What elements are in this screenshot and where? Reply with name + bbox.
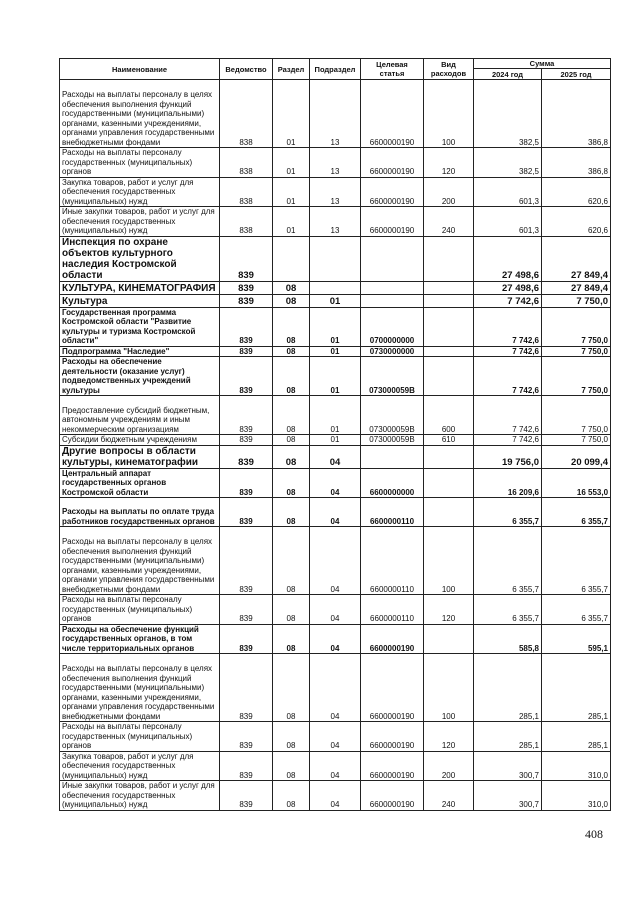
- table-row: [60, 148, 611, 178]
- cell-section: 08: [273, 396, 310, 435]
- cell-target-item: 0730000000: [361, 346, 424, 357]
- cell-sum-2025: 6 355,7: [542, 595, 611, 625]
- header-subsection: Подраздел: [310, 59, 361, 80]
- cell-department: 839: [220, 435, 273, 446]
- cell-expense-type: 100: [424, 654, 474, 722]
- cell-sum-2024: 6 355,7: [474, 527, 542, 595]
- cell-section: 08: [273, 527, 310, 595]
- cell-sum-2024: 7 742,6: [474, 346, 542, 357]
- cell-subsection: 01: [310, 357, 361, 396]
- table-row: [60, 435, 611, 446]
- cell-expense-type: 200: [424, 177, 474, 207]
- cell-department: 839: [220, 294, 273, 307]
- cell-sum-2025: 7 750,0: [542, 435, 611, 446]
- cell-target-item: 6600000190: [361, 207, 424, 237]
- cell-section: 08: [273, 281, 310, 294]
- cell-section: 08: [273, 445, 310, 468]
- cell-department: 838: [220, 80, 273, 148]
- table-row: [60, 357, 611, 396]
- cell-subsection: 01: [310, 396, 361, 435]
- cell-sum-2025: 310,0: [542, 781, 611, 811]
- cell-subsection: 04: [310, 781, 361, 811]
- cell-section: 01: [273, 148, 310, 178]
- cell-subsection: 01: [310, 435, 361, 446]
- cell-target-item: 6600000190: [361, 751, 424, 781]
- cell-department: 839: [220, 595, 273, 625]
- cell-department: 838: [220, 207, 273, 237]
- table-row: [60, 624, 611, 654]
- cell-name: Культура: [60, 294, 220, 307]
- cell-sum-2025: 7 750,0: [542, 396, 611, 435]
- cell-target-item: 6600000190: [361, 177, 424, 207]
- table-row: [60, 80, 611, 148]
- cell-sum-2024: 7 742,6: [474, 396, 542, 435]
- cell-expense-type: [424, 236, 474, 281]
- cell-subsection: 13: [310, 80, 361, 148]
- table-row: [60, 445, 611, 468]
- cell-section: 08: [273, 294, 310, 307]
- cell-name: Расходы на выплаты персоналу в целях обеспечения выполнения функций государственными (муниципальными) органами, казенными учреждениями, органами управления государственными внебюджетными фондами: [60, 527, 220, 595]
- cell-target-item: [361, 445, 424, 468]
- cell-department: 839: [220, 307, 273, 346]
- cell-section: 08: [273, 722, 310, 752]
- cell-section: 01: [273, 80, 310, 148]
- cell-section: 08: [273, 654, 310, 722]
- table-row: [60, 307, 611, 346]
- cell-sum-2024: 601,3: [474, 177, 542, 207]
- cell-department: 839: [220, 751, 273, 781]
- cell-sum-2025: 7 750,0: [542, 294, 611, 307]
- cell-sum-2024: 19 756,0: [474, 445, 542, 468]
- cell-department: 839: [220, 357, 273, 396]
- cell-target-item: 073000059В: [361, 396, 424, 435]
- cell-sum-2025: 620,6: [542, 207, 611, 237]
- cell-target-item: 6600000110: [361, 595, 424, 625]
- cell-sum-2025: 20 099,4: [542, 445, 611, 468]
- header-sum: Сумма: [474, 59, 611, 69]
- table-row: [60, 595, 611, 625]
- table-row: [60, 207, 611, 237]
- cell-expense-type: 600: [424, 396, 474, 435]
- cell-subsection: [310, 236, 361, 281]
- cell-name: Другие вопросы в области культуры, кинематографии: [60, 445, 220, 468]
- cell-subsection: 13: [310, 148, 361, 178]
- cell-subsection: 04: [310, 624, 361, 654]
- cell-department: 839: [220, 527, 273, 595]
- cell-expense-type: [424, 307, 474, 346]
- cell-expense-type: [424, 357, 474, 396]
- cell-department: 839: [220, 654, 273, 722]
- cell-sum-2024: 601,3: [474, 207, 542, 237]
- cell-section: 08: [273, 595, 310, 625]
- cell-expense-type: 120: [424, 595, 474, 625]
- cell-department: 839: [220, 498, 273, 527]
- cell-name: Расходы на обеспечение функций государственных органов, в том числе территориальных органов: [60, 624, 220, 654]
- cell-sum-2025: 7 750,0: [542, 357, 611, 396]
- cell-section: 08: [273, 498, 310, 527]
- cell-department: 839: [220, 722, 273, 752]
- cell-subsection: [310, 281, 361, 294]
- cell-name: Расходы на выплаты персоналу в целях обеспечения выполнения функций государственными (муниципальными) органами, казенными учреждениями, органами управления государственными внебюджетными фондами: [60, 654, 220, 722]
- cell-section: [273, 236, 310, 281]
- cell-name: Расходы на выплаты по оплате труда работников государственных органов: [60, 498, 220, 527]
- cell-subsection: 13: [310, 177, 361, 207]
- budget-table: [59, 58, 611, 811]
- cell-sum-2024: 7 742,6: [474, 294, 542, 307]
- cell-section: 08: [273, 751, 310, 781]
- cell-expense-type: [424, 294, 474, 307]
- table-row: [60, 177, 611, 207]
- cell-name: Закупка товаров, работ и услуг для обеспечения государственных (муниципальных) нужд: [60, 177, 220, 207]
- cell-sum-2025: 285,1: [542, 722, 611, 752]
- table-row: [60, 236, 611, 281]
- cell-expense-type: 100: [424, 527, 474, 595]
- table-row: [60, 751, 611, 781]
- cell-sum-2024: 300,7: [474, 751, 542, 781]
- cell-expense-type: 100: [424, 80, 474, 148]
- cell-expense-type: 240: [424, 207, 474, 237]
- cell-subsection: 13: [310, 207, 361, 237]
- cell-sum-2024: 7 742,6: [474, 307, 542, 346]
- cell-expense-type: 610: [424, 435, 474, 446]
- cell-section: 08: [273, 435, 310, 446]
- cell-target-item: 6600000110: [361, 498, 424, 527]
- cell-name: Предоставление субсидий бюджетным, автономным учреждениям и иным некоммерческим организациям: [60, 396, 220, 435]
- table-row: [60, 722, 611, 752]
- cell-department: 839: [220, 346, 273, 357]
- cell-expense-type: 240: [424, 781, 474, 811]
- cell-target-item: [361, 294, 424, 307]
- cell-name: Государственная программа Костромской области "Развитие культуры и туризма Костромской области": [60, 307, 220, 346]
- cell-target-item: 6600000190: [361, 148, 424, 178]
- cell-section: 08: [273, 357, 310, 396]
- cell-name: Субсидии бюджетным учреждениям: [60, 435, 220, 446]
- cell-expense-type: [424, 468, 474, 498]
- cell-sum-2025: 7 750,0: [542, 346, 611, 357]
- table-body: [60, 80, 611, 811]
- cell-section: 08: [273, 307, 310, 346]
- cell-target-item: 0700000000: [361, 307, 424, 346]
- cell-target-item: 6600000190: [361, 722, 424, 752]
- cell-department: 838: [220, 148, 273, 178]
- cell-subsection: 04: [310, 468, 361, 498]
- cell-name: Иные закупки товаров, работ и услуг для обеспечения государственных (муниципальных) нужд: [60, 781, 220, 811]
- cell-sum-2024: 382,5: [474, 80, 542, 148]
- cell-expense-type: 120: [424, 722, 474, 752]
- cell-subsection: 04: [310, 751, 361, 781]
- cell-sum-2024: 6 355,7: [474, 498, 542, 527]
- table-row: [60, 498, 611, 527]
- header-target-item: Целевая статья: [361, 59, 424, 80]
- cell-department: 839: [220, 281, 273, 294]
- cell-sum-2024: 300,7: [474, 781, 542, 811]
- cell-target-item: [361, 236, 424, 281]
- cell-subsection: 01: [310, 294, 361, 307]
- cell-sum-2025: 6 355,7: [542, 527, 611, 595]
- cell-department: 839: [220, 624, 273, 654]
- cell-name: Расходы на выплаты персоналу в целях обеспечения выполнения функций государственными (муниципальными) органами, казенными учреждениями, органами управления государственными внебюджетными фондами: [60, 80, 220, 148]
- cell-expense-type: [424, 498, 474, 527]
- cell-expense-type: 120: [424, 148, 474, 178]
- cell-department: 839: [220, 236, 273, 281]
- cell-target-item: 6600000190: [361, 654, 424, 722]
- cell-sum-2025: 27 849,4: [542, 281, 611, 294]
- table-row: [60, 346, 611, 357]
- cell-sum-2024: 7 742,6: [474, 435, 542, 446]
- cell-sum-2024: 27 498,6: [474, 236, 542, 281]
- cell-sum-2025: 386,8: [542, 80, 611, 148]
- cell-sum-2025: 6 355,7: [542, 498, 611, 527]
- header-year-2025: 2025 год: [542, 69, 611, 80]
- cell-department: 839: [220, 468, 273, 498]
- cell-name: Расходы на обеспечение деятельности (оказание услуг) подведомственных учреждений культуры: [60, 357, 220, 396]
- table-row: [60, 781, 611, 811]
- cell-target-item: 6600000190: [361, 781, 424, 811]
- cell-target-item: 073000059В: [361, 357, 424, 396]
- header-section: Раздел: [273, 59, 310, 80]
- cell-name: Центральный аппарат государственных органов Костромской области: [60, 468, 220, 498]
- cell-target-item: 6600000110: [361, 527, 424, 595]
- cell-sum-2024: 6 355,7: [474, 595, 542, 625]
- cell-expense-type: [424, 346, 474, 357]
- cell-name: Расходы на выплаты персоналу государственных (муниципальных) органов: [60, 148, 220, 178]
- table-row: [60, 527, 611, 595]
- cell-department: 839: [220, 445, 273, 468]
- table-row: [60, 654, 611, 722]
- cell-name: Расходы на выплаты персоналу государственных (муниципальных) органов: [60, 722, 220, 752]
- table-row: [60, 396, 611, 435]
- cell-expense-type: [424, 281, 474, 294]
- table-row: [60, 468, 611, 498]
- cell-sum-2024: 7 742,6: [474, 357, 542, 396]
- cell-subsection: 04: [310, 654, 361, 722]
- cell-subsection: 04: [310, 595, 361, 625]
- cell-name: КУЛЬТУРА, КИНЕМАТОГРАФИЯ: [60, 281, 220, 294]
- page-number: 408: [585, 827, 603, 841]
- cell-subsection: 04: [310, 498, 361, 527]
- cell-department: 838: [220, 177, 273, 207]
- cell-expense-type: [424, 445, 474, 468]
- cell-name: Иные закупки товаров, работ и услуг для обеспечения государственных (муниципальных) нужд: [60, 207, 220, 237]
- cell-name: Подпрограмма "Наследие": [60, 346, 220, 357]
- cell-expense-type: [424, 624, 474, 654]
- header-expense-type: Вид расходов: [424, 59, 474, 80]
- cell-section: 01: [273, 207, 310, 237]
- cell-name: Инспекция по охране объектов культурного наследия Костромской области: [60, 236, 220, 281]
- cell-subsection: 01: [310, 307, 361, 346]
- cell-sum-2024: 285,1: [474, 722, 542, 752]
- cell-sum-2025: 16 553,0: [542, 468, 611, 498]
- cell-sum-2024: 285,1: [474, 654, 542, 722]
- table-row: [60, 281, 611, 294]
- cell-name: Закупка товаров, работ и услуг для обеспечения государственных (муниципальных) нужд: [60, 751, 220, 781]
- cell-department: 839: [220, 781, 273, 811]
- header-name: Наименование: [60, 59, 220, 80]
- cell-section: 08: [273, 781, 310, 811]
- cell-section: 01: [273, 177, 310, 207]
- cell-section: 08: [273, 468, 310, 498]
- cell-section: 08: [273, 346, 310, 357]
- cell-target-item: [361, 281, 424, 294]
- cell-department: 839: [220, 396, 273, 435]
- cell-sum-2024: 16 209,6: [474, 468, 542, 498]
- cell-sum-2025: 386,8: [542, 148, 611, 178]
- cell-target-item: 6600000000: [361, 468, 424, 498]
- cell-sum-2025: 27 849,4: [542, 236, 611, 281]
- cell-subsection: 04: [310, 722, 361, 752]
- cell-name: Расходы на выплаты персоналу государственных (муниципальных) органов: [60, 595, 220, 625]
- header-department: Ведомство: [220, 59, 273, 80]
- cell-target-item: 6600000190: [361, 624, 424, 654]
- cell-expense-type: 200: [424, 751, 474, 781]
- cell-sum-2025: 595,1: [542, 624, 611, 654]
- cell-subsection: 04: [310, 527, 361, 595]
- cell-sum-2024: 585,8: [474, 624, 542, 654]
- cell-subsection: 04: [310, 445, 361, 468]
- cell-section: 08: [273, 624, 310, 654]
- cell-subsection: 01: [310, 346, 361, 357]
- cell-target-item: 073000059В: [361, 435, 424, 446]
- cell-sum-2024: 382,5: [474, 148, 542, 178]
- cell-sum-2025: 7 750,0: [542, 307, 611, 346]
- cell-target-item: 6600000190: [361, 80, 424, 148]
- cell-sum-2025: 620,6: [542, 177, 611, 207]
- cell-sum-2025: 285,1: [542, 654, 611, 722]
- cell-sum-2025: 310,0: [542, 751, 611, 781]
- table-row: [60, 294, 611, 307]
- header-year-2024: 2024 год: [474, 69, 542, 80]
- cell-sum-2024: 27 498,6: [474, 281, 542, 294]
